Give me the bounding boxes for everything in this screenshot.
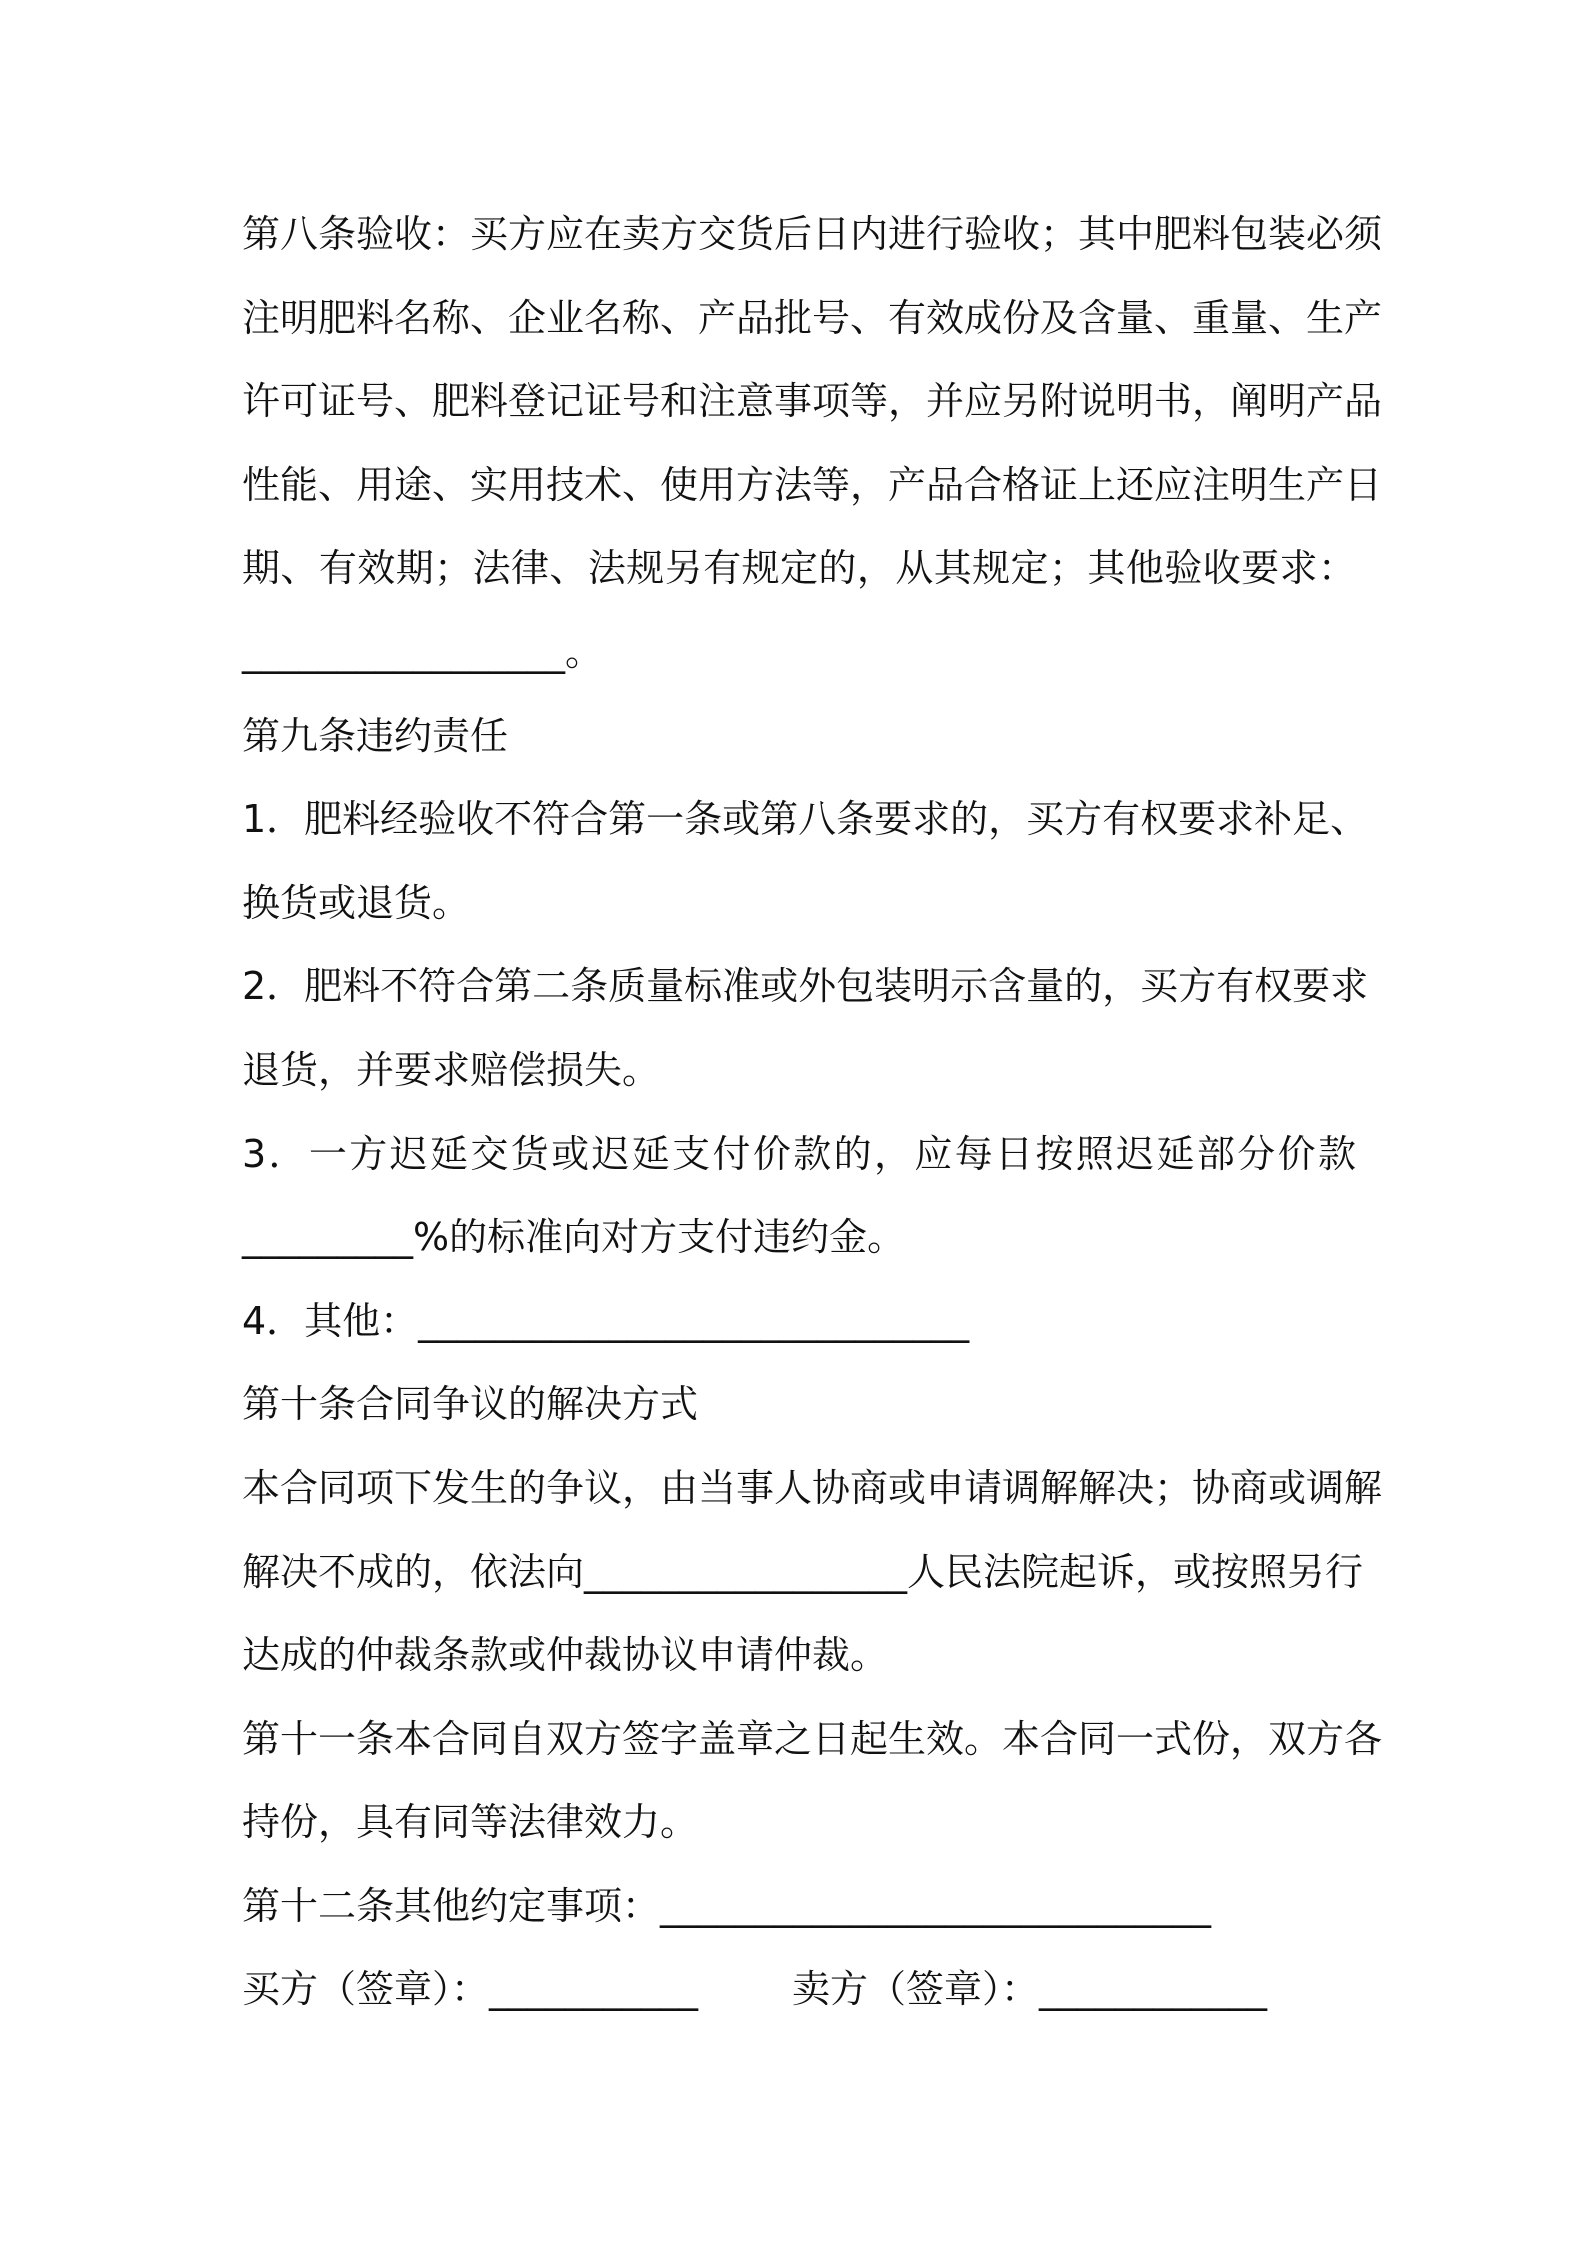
clause-8-line-1: 第八条验收：买方应在卖方交货后日内进行验收；其中肥料包装必须 — [242, 212, 1383, 256]
clause-10-line-1: 本合同项下发生的争议，由当事人协商或申请调解解决；协商或调解 — [242, 1465, 1383, 1510]
contract-page — [242, 193, 1383, 2032]
clause-12: 第十二条其他约定事项：_____________________________ — [242, 1883, 1212, 1928]
clause-9-item-2-line-2: 退货，并要求赔偿损失。 — [242, 1047, 661, 1092]
clause-9-item-1-line-2: 换货或退货。 — [242, 880, 471, 925]
clause-8-line-2: 注明肥料名称、企业名称、产品批号、有效成份及含量、重量、生产 — [242, 295, 1383, 340]
buyer-signature: 买方（签章）：___________ — [242, 1967, 699, 2012]
clause-9-heading: 第九条违约责任 — [242, 713, 509, 758]
clause-9-item-2-line-1: 2．肥料不符合第二条质量标准或外包装明示含量的，买方有权要求 — [242, 964, 1369, 1009]
clause-10-heading: 第十条合同争议的解决方式 — [242, 1382, 699, 1427]
clause-8-line-4: 性能、用途、实用技术、使用方法等，产品合格证上还应注明生产日 — [242, 462, 1383, 507]
clause-8-blank: _________________。 — [242, 629, 604, 674]
clause-9-item-1-line-1: 1．肥料经验收不符合第一条或第八条要求的，买方有权要求补足、 — [242, 797, 1369, 842]
clause-9-item-4: 4．其他：_____________________________ — [242, 1298, 970, 1343]
clause-8-line-3: 许可证号、肥料登记证号和注意事项等，并应另附说明书，阐明产品 — [242, 379, 1383, 424]
clause-11-line-2: 持份，具有同等法律效力。 — [242, 1800, 699, 1845]
clause-10-line-2: 解决不成的，依法向_________________人民法院起诉，或按照另行 — [242, 1549, 1364, 1594]
signature-row — [242, 1948, 1362, 2032]
clause-10-line-3: 达成的仲裁条款或仲裁协议申请仲裁。 — [242, 1633, 889, 1678]
clause-8-line-5: 期、有效期；法律、法规另有规定的，从其规定；其他验收要求： — [242, 546, 1356, 591]
clause-11-line-1: 第十一条本合同自双方签字盖章之日起生效。本合同一式份，双方各 — [242, 1716, 1383, 1761]
clause-9-item-3-line-1: 3．一方迟延交货或迟延支付价款的，应每日按照迟延部分价款 — [242, 1131, 1356, 1176]
clause-9-item-3-line-2: _________%的标准向对方支付违约金。 — [242, 1215, 906, 1260]
seller-signature: 卖方（签章）：____________ — [792, 1967, 1268, 2012]
